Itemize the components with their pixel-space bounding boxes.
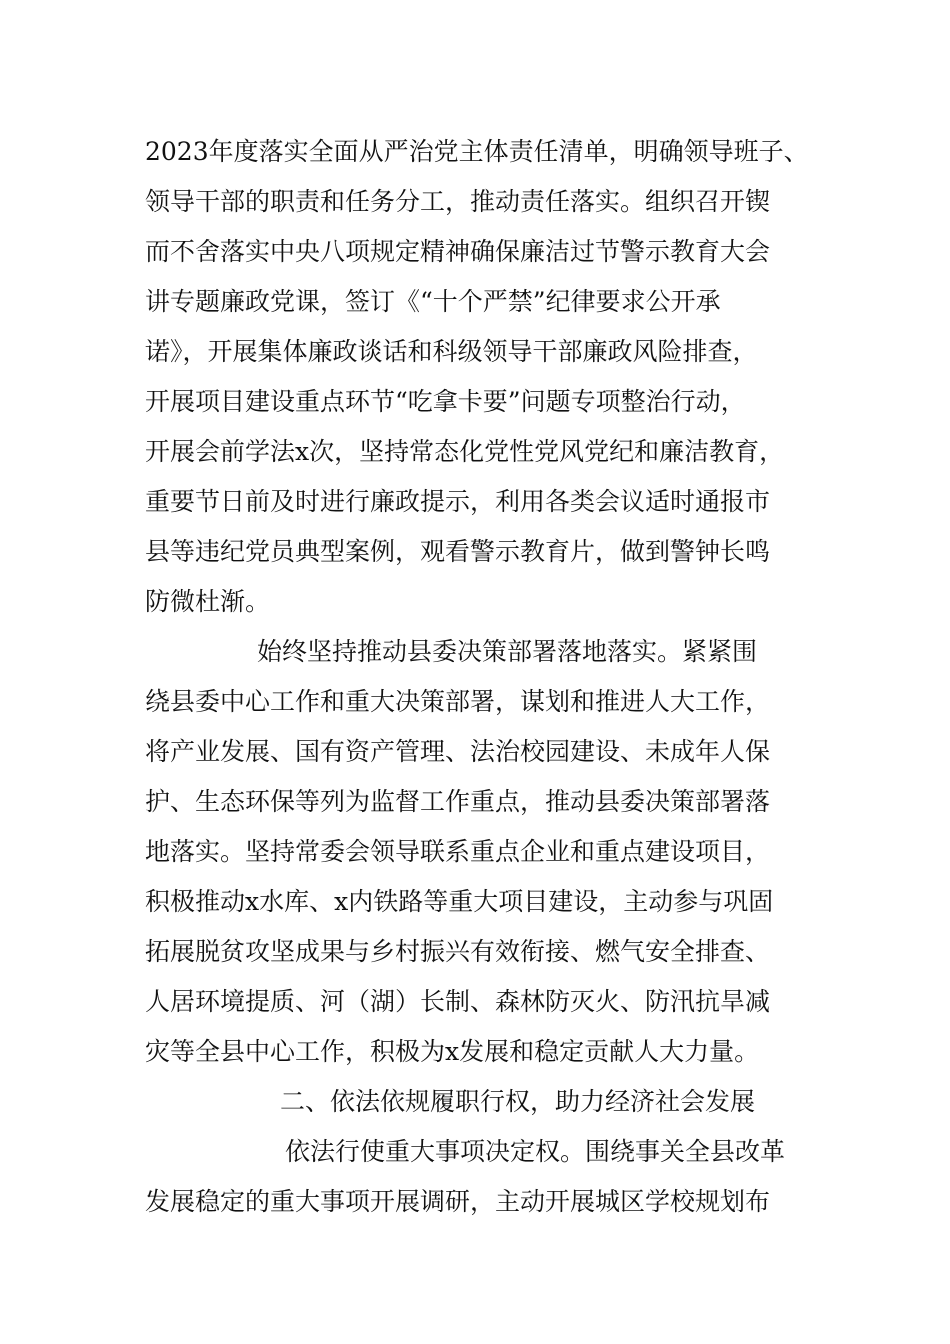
text-line: 重要节日前及时进行廉政提示，利用各类会议适时通报市	[145, 487, 771, 516]
text-line: 积极推动x水库、x内铁路等重大项目建设，主动参与巩固	[145, 887, 774, 916]
section-heading	[145, 1077, 825, 1127]
text-line: 发展稳定的重大事项开展调研，主动开展城区学校规划布	[145, 1187, 771, 1216]
text-line: 灾等全县中心工作，积极为x发展和稳定贡献人大力量。	[145, 1037, 760, 1066]
text-line: 讲专题廉政党课，签订《“十个严禁”纪律要求公开承	[145, 287, 721, 316]
paragraph-major-matters	[145, 1127, 825, 1227]
text-line: 领导干部的职责和任务分工，推动责任落实。组织召开锲	[145, 187, 771, 216]
paragraph-county-decisions	[145, 627, 825, 1077]
text-line: 护、生态环保等列为监督工作重点，推动县委决策部署落	[145, 787, 771, 816]
paragraph-discipline-responsibility	[145, 127, 825, 627]
text-line: 县等违纪党员典型案例，观看警示教育片，做到警钟长鸣	[145, 537, 771, 566]
text-line: 开展会前学法x次，坚持常态化党性党风党纪和廉洁教育，	[145, 437, 785, 466]
text-line: 将产业发展、国有资产管理、法治校园建设、未成年人保	[145, 737, 771, 766]
text-line: 拓展脱贫攻坚成果与乡村振兴有效衔接、燃气安全排查、	[145, 937, 771, 966]
section-heading-text: 二、依法依规履职行权，助力经济社会发展	[280, 1087, 756, 1116]
text-line: 依法行使重大事项决定权。围绕事关全县改革	[285, 1137, 786, 1166]
text-line: 绕县委中心工作和重大决策部署，谋划和推进人大工作，	[145, 687, 771, 716]
text-line: 诺》，开展集体廉政谈话和科级领导干部廉政风险排查，	[145, 337, 758, 366]
text-line: 而不舍落实中央八项规定精神确保廉洁过节警示教育大会	[145, 237, 771, 266]
text-line: 人居环境提质、河（湖）长制、森林防灭火、防汛抗旱减	[145, 987, 771, 1016]
text-line: 防微杜渐。	[145, 587, 271, 616]
text-line: 始终坚持推动县委决策部署落地落实。紧紧围	[257, 637, 758, 666]
text-line: 2023年度落实全面从严治党主体责任清单，明确领导班子、	[145, 137, 809, 166]
text-line: 地落实。坚持常委会领导联系重点企业和重点建设项目，	[145, 837, 771, 866]
text-line: 开展项目建设重点环节“吃拿卡要”问题专项整治行动，	[145, 387, 746, 416]
